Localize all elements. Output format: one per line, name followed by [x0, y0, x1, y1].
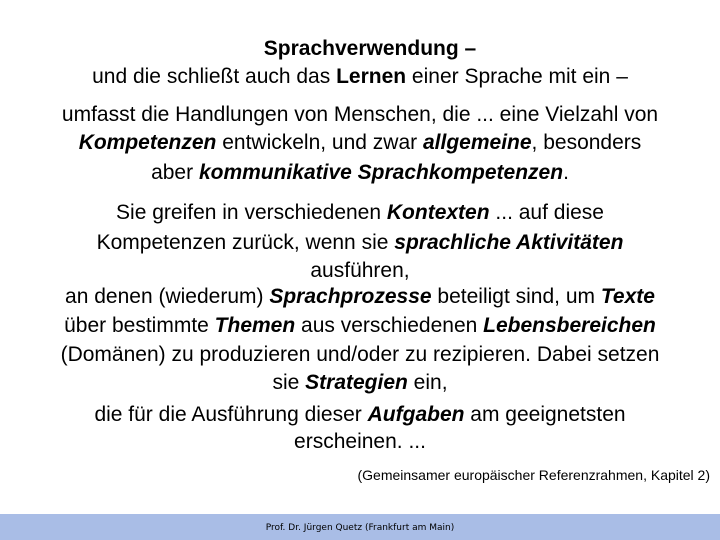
text-line	[0, 230, 720, 256]
text-segment: beteiligt sind, um	[431, 285, 601, 308]
emphasis-bold-italic: sprachliche Aktivitäten	[394, 231, 624, 254]
text-segment: Kompetenzen zurück, wenn sie	[96, 231, 395, 254]
text-segment: ein,	[407, 371, 448, 394]
source-citation: (Gemeinsamer europäischer Referenzrahmen, Kapitel 2)	[357, 467, 710, 483]
text-segment: aber	[151, 161, 199, 184]
text-segment: und die schließt auch das	[92, 65, 337, 88]
text-segment: , besonders	[531, 131, 642, 154]
text-line	[0, 284, 720, 310]
emphasis-bold-italic: Lebensbereichen	[483, 314, 656, 337]
text-segment: ... auf diese	[489, 201, 604, 224]
emphasis-bold: Lernen	[336, 65, 407, 88]
text-segment: über bestimmte	[64, 314, 215, 337]
emphasis-bold-italic: Kontexten	[386, 201, 490, 224]
text-segment: erscheinen. ...	[294, 430, 426, 453]
text-segment: (Domänen) zu produzieren und/oder zu rezipieren. Dabei setzen	[60, 343, 660, 366]
emphasis-bold-italic: Kompetenzen	[78, 131, 217, 154]
footer-author: Prof. Dr. Jürgen Quetz (Frankfurt am Main)	[265, 523, 455, 533]
text-segment: umfasst die Handlungen von Menschen, die ... eine Vielzahl von	[61, 103, 659, 126]
text-line	[0, 402, 720, 428]
emphasis-bold-italic: Aufgaben	[367, 403, 465, 426]
text-segment: entwickeln, und zwar	[216, 131, 423, 154]
heading-line	[10, 36, 720, 62]
text-line	[0, 160, 720, 186]
text-line	[0, 429, 720, 455]
footer-bar	[0, 514, 720, 540]
emphasis-bold-italic: allgemeine	[422, 131, 532, 154]
text-segment: Sprachverwendung –	[263, 37, 477, 60]
emphasis-bold-italic: Themen	[214, 314, 296, 337]
text-segment: aus verschiedenen	[295, 314, 484, 337]
text-line	[0, 313, 720, 339]
text-line	[0, 370, 720, 396]
text-line	[0, 200, 720, 226]
text-segment: einer Sprache mit ein –	[406, 65, 628, 88]
text-segment: ausführen,	[310, 259, 410, 282]
text-segment: sie	[272, 371, 306, 394]
text-line	[0, 64, 720, 90]
emphasis-bold-italic: Strategien	[305, 371, 408, 394]
text-segment: .	[563, 161, 569, 184]
emphasis-bold-italic: kommunikative Sprachkompetenzen	[198, 161, 564, 184]
text-segment: Sie greifen in verschiedenen	[116, 201, 387, 224]
text-segment: am geeignetsten	[464, 403, 626, 426]
text-line	[0, 342, 720, 368]
text-line	[0, 258, 720, 284]
emphasis-bold-italic: Texte	[600, 285, 655, 308]
text-segment: die für die Ausführung dieser	[94, 403, 368, 426]
text-segment: an denen (wiederum)	[65, 285, 270, 308]
text-line	[0, 130, 720, 156]
text-line	[0, 102, 720, 128]
emphasis-bold-italic: Sprachprozesse	[269, 285, 432, 308]
